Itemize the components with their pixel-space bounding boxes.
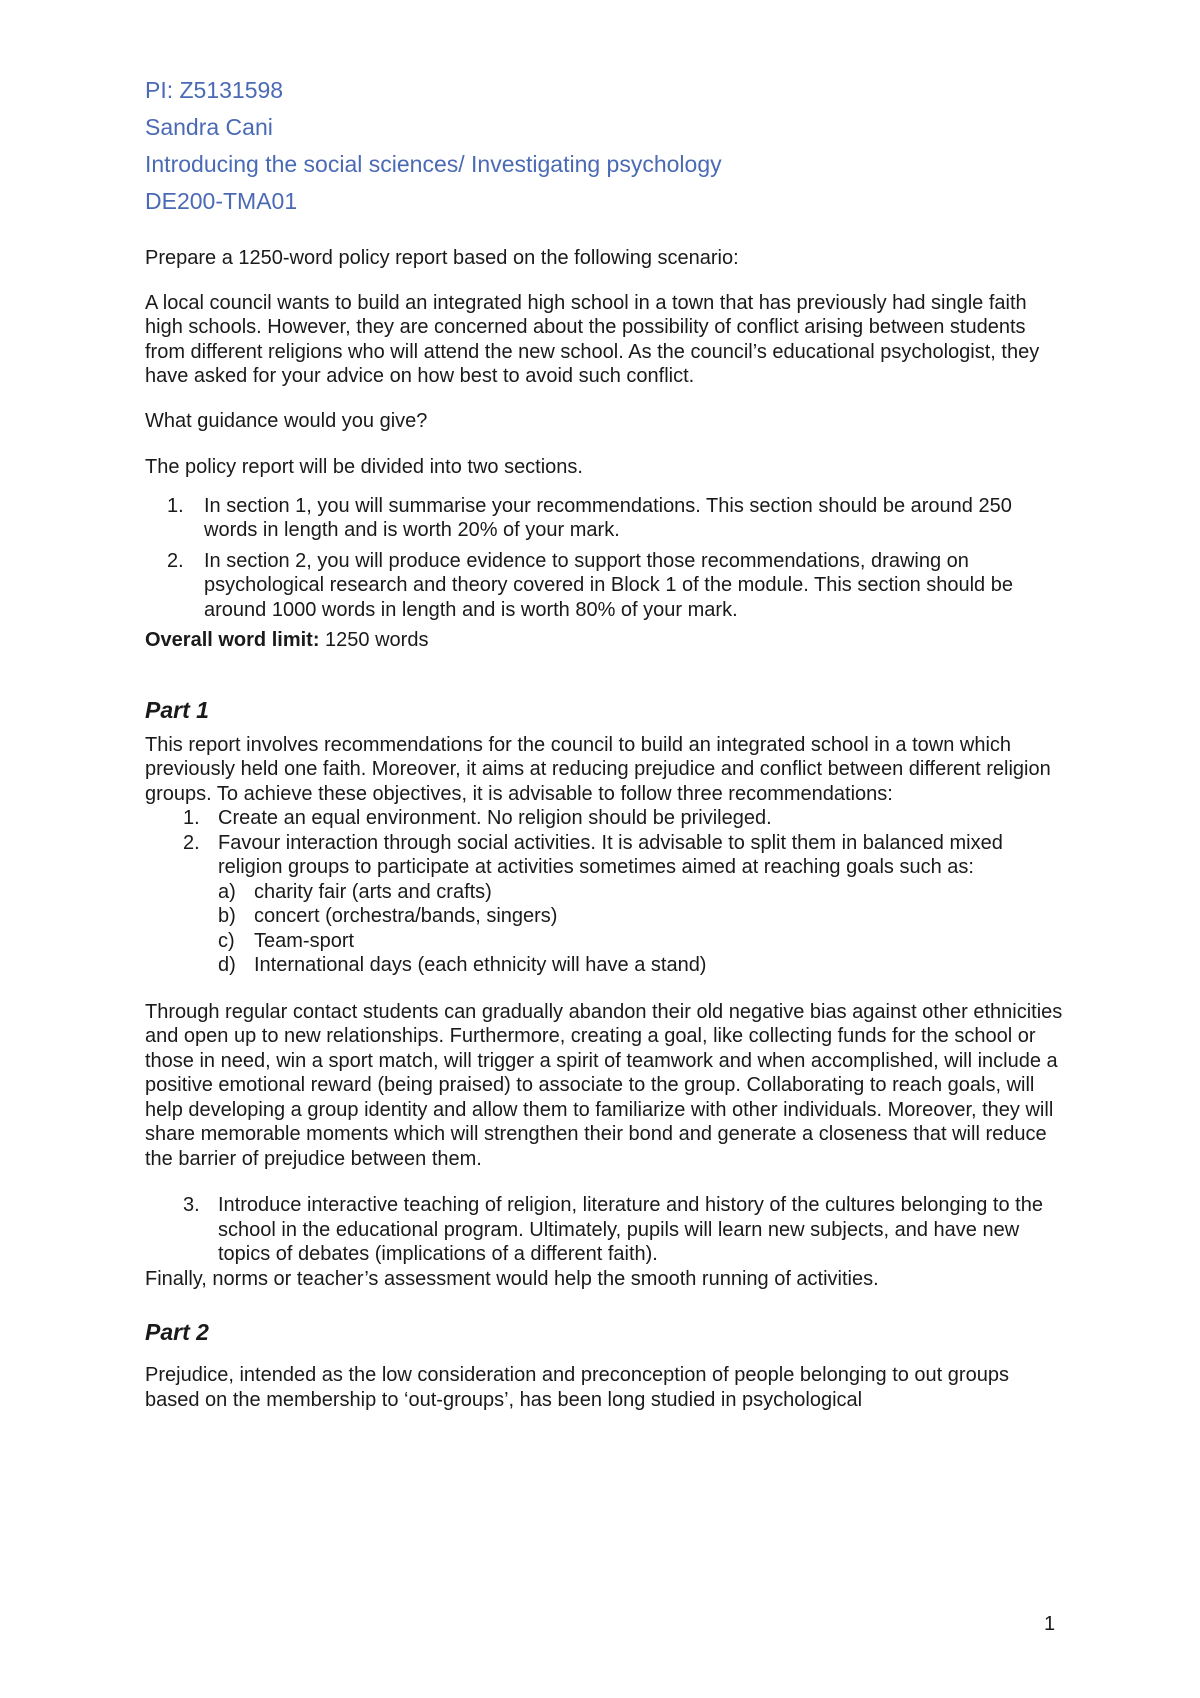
contact-paragraph: Through regular contact students can gradually abandon their old negative bias against other ethnicities and open up to new relationships. Furthermore, creating a goal, like collecting funds for the school or those in need, win a sport match, will trigger a spirit of teamwork and when accomplished, will include a positive emotional reward (being praised) to associate to the group. Collaborating to reach goals, will help developing a group identity and allow them to familiarize with other individuals. Moreover, they will share memorable moments which will strengthen their bond and generate a closeness that will reduce the barrier of prejudice between them. [145,1000,1063,1170]
list-item [145,953,1065,978]
list-text: Introduce interactive teaching of religion, literature and history of the cultures belonging to the school in the educational program. Ultimately, pupils will learn new subjects, and have new topics of debates (implications of a different faith). [218,1194,1043,1265]
list-number: 1. [183,807,200,829]
list-letter: b) [218,905,236,927]
word-limit-value: 1250 words [319,629,429,651]
word-limit-label: Overall word limit: [145,629,320,651]
list-item [145,904,1065,929]
list-text: charity fair (arts and crafts) [254,880,492,903]
list-text: concert (orchestra/bands, singers) [254,905,558,927]
part1-heading: Part 1 [145,696,209,723]
list-text: In section 1, you will summarise your recommendations. This section should be around 250 words in length and is worth 20% of your mark. [204,494,1012,541]
list-number: 1. [167,494,184,517]
list-item [145,929,1065,954]
list-number: 2. [183,831,200,854]
activities-list [145,880,1065,978]
word-limit [145,628,1065,653]
list-letter: d) [218,954,236,976]
brief-question: What guidance would you give? [145,409,428,432]
brief-intro: Prepare a 1250-word policy report based on the following scenario: [145,247,739,269]
list-number: 2. [167,549,184,572]
brief-sections-list [145,494,1065,623]
list-item [145,549,1065,623]
list-item [145,494,1065,543]
part1-intro: This report involves recommendations for the council to build an integrated school in a town which previously held one faith. Moreover, it aims at reducing prejudice and conflict between different religion groups. To achieve these objectives, it is advisable to follow three recommendations: [145,733,1051,805]
list-letter: c) [218,929,235,952]
page-number: 1 [1044,1613,1056,1635]
list-text: Favour interaction through social activities. It is advisable to split them in balanced mixed religion groups to participate at activities sometimes aimed at reaching goals such as: [218,831,1003,878]
list-number: 3. [183,1194,200,1216]
course-title: Introducing the social sciences/ Investigating psychology [145,151,722,177]
brief-sections-intro: The policy report will be divided into two sections. [145,456,583,478]
document-header [145,72,722,220]
recommendations-list [145,806,1065,880]
brief-scenario: A local council wants to build an integrated high school in a town that has previously had single faith high schools. However, they are concerned about the possibility of conflict arising between students from different religions who will attend the new school. As the council’s educational psychologist, they have asked for your advice on how best to avoid such conflict. [145,291,1040,387]
part2-intro: Prejudice, intended as the low consideration and preconception of people belonging to out groups based on the membership to ‘out-groups’, has been long studied in psychological [145,1364,1009,1411]
list-item [145,831,1065,880]
list-letter: a) [218,880,236,903]
list-text: International days (each ethnicity will have a stand) [254,954,707,976]
recommendation-3 [145,1193,1065,1267]
document-body [145,246,1065,1412]
list-text: In section 2, you will produce evidence to support those recommendations, drawing on psychological research and theory covered in Block 1 of the module. This section should be around 1000 words in length and is worth 80% of your mark. [204,549,1013,621]
list-item [145,1193,1065,1267]
student-name: Sandra Cani [145,114,273,140]
part2-heading: Part 2 [145,1319,209,1345]
list-text: Team-sport [254,929,355,952]
list-text: Create an equal environment. No religion should be privileged. [218,807,772,829]
student-pi: PI: Z5131598 [145,77,284,103]
part1-closing: Finally, norms or teacher’s assessment would help the smooth running of activities. [145,1267,879,1290]
list-item [145,806,1065,831]
list-item [145,880,1065,905]
assignment-code: DE200-TMA01 [145,188,298,214]
